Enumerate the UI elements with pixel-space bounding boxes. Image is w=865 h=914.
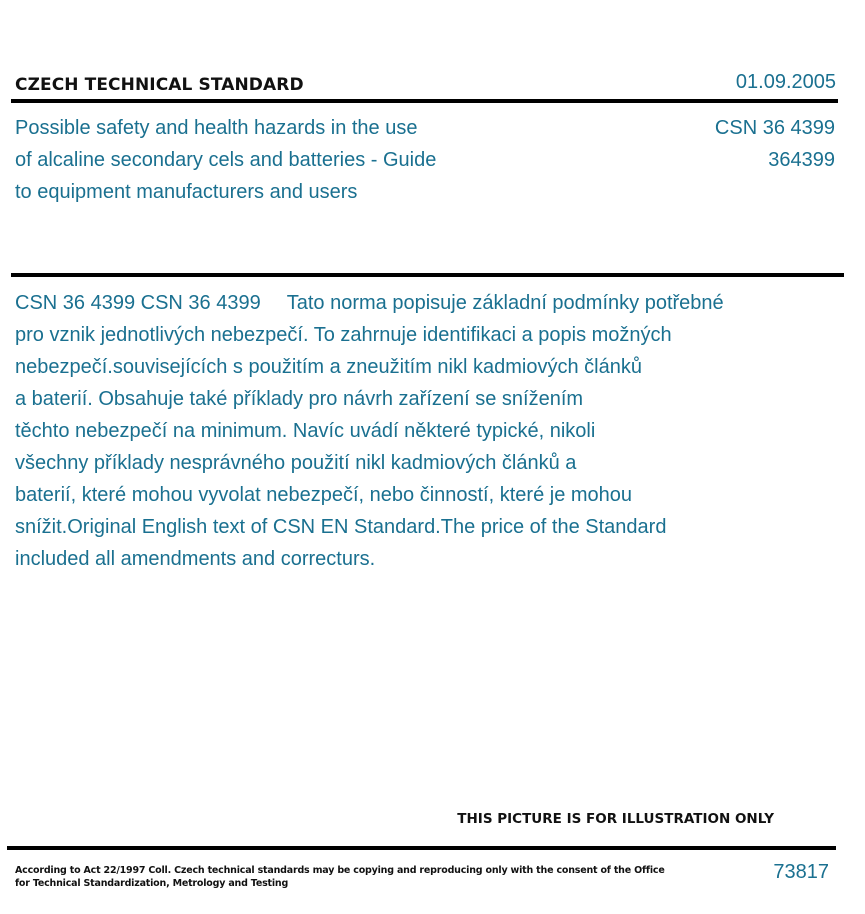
abstract-line: [15, 287, 815, 319]
publication-date: 01.09.2005: [735, 71, 836, 93]
abstract-line: snížit.Original English text of CSN EN Standard.The price of the Standard: [15, 516, 667, 538]
illustration-note: THIS PICTURE IS FOR ILLUSTRATION ONLY: [457, 811, 774, 827]
legal-line: for Technical Standardization, Metrology and Testing: [15, 878, 289, 889]
legal-notice: [15, 864, 665, 890]
standard-codes: [715, 112, 835, 176]
title-line: Possible safety and health hazards in the use: [15, 117, 418, 139]
abstract-first-line: Tato norma popisuje základní podmínky potřebné: [286, 292, 724, 314]
title-line: of alcaline secondary cels and batteries - Guide: [15, 149, 437, 171]
abstract-line: nebezpečí.souvisejících s použitím a zneužitím nikl kadmiových článků: [15, 356, 642, 378]
abstract-codes: CSN 36 4399 CSN 36 4399: [15, 292, 261, 314]
header-divider: [11, 99, 838, 103]
footer-divider: [7, 846, 836, 850]
abstract-text: [15, 287, 815, 575]
abstract-line: pro vznik jednotlivých nebezpečí. To zahrnuje identifikaci a popis možných: [15, 324, 672, 346]
standard-type-label: CZECH TECHNICAL STANDARD: [15, 75, 304, 95]
abstract-line: baterií, které mohou vyvolat nebezpečí, nebo činností, které je mohou: [15, 484, 633, 506]
csn-code: CSN 36 4399: [714, 117, 835, 139]
abstract-line: těchto nebezpečí na minimum. Navíc uvádí některé typické, nikoli: [15, 420, 596, 442]
abstract-line: všechny příklady nesprávného použití nikl kadmiových článků a: [15, 452, 577, 474]
document-number: 73817: [773, 861, 829, 883]
legal-line: According to Act 22/1997 Coll. Czech technical standards may be copying and reproducing only with the consent of the Office: [15, 865, 665, 876]
catalog-number: 364399: [768, 149, 835, 171]
standard-title: [15, 112, 535, 208]
title-divider: [11, 273, 844, 277]
title-line: to equipment manufacturers and users: [15, 181, 358, 203]
abstract-line: a baterií. Obsahuje také příklady pro návrh zařízení se snížením: [15, 388, 584, 410]
abstract-line: included all amendments and correcturs.: [15, 548, 376, 570]
